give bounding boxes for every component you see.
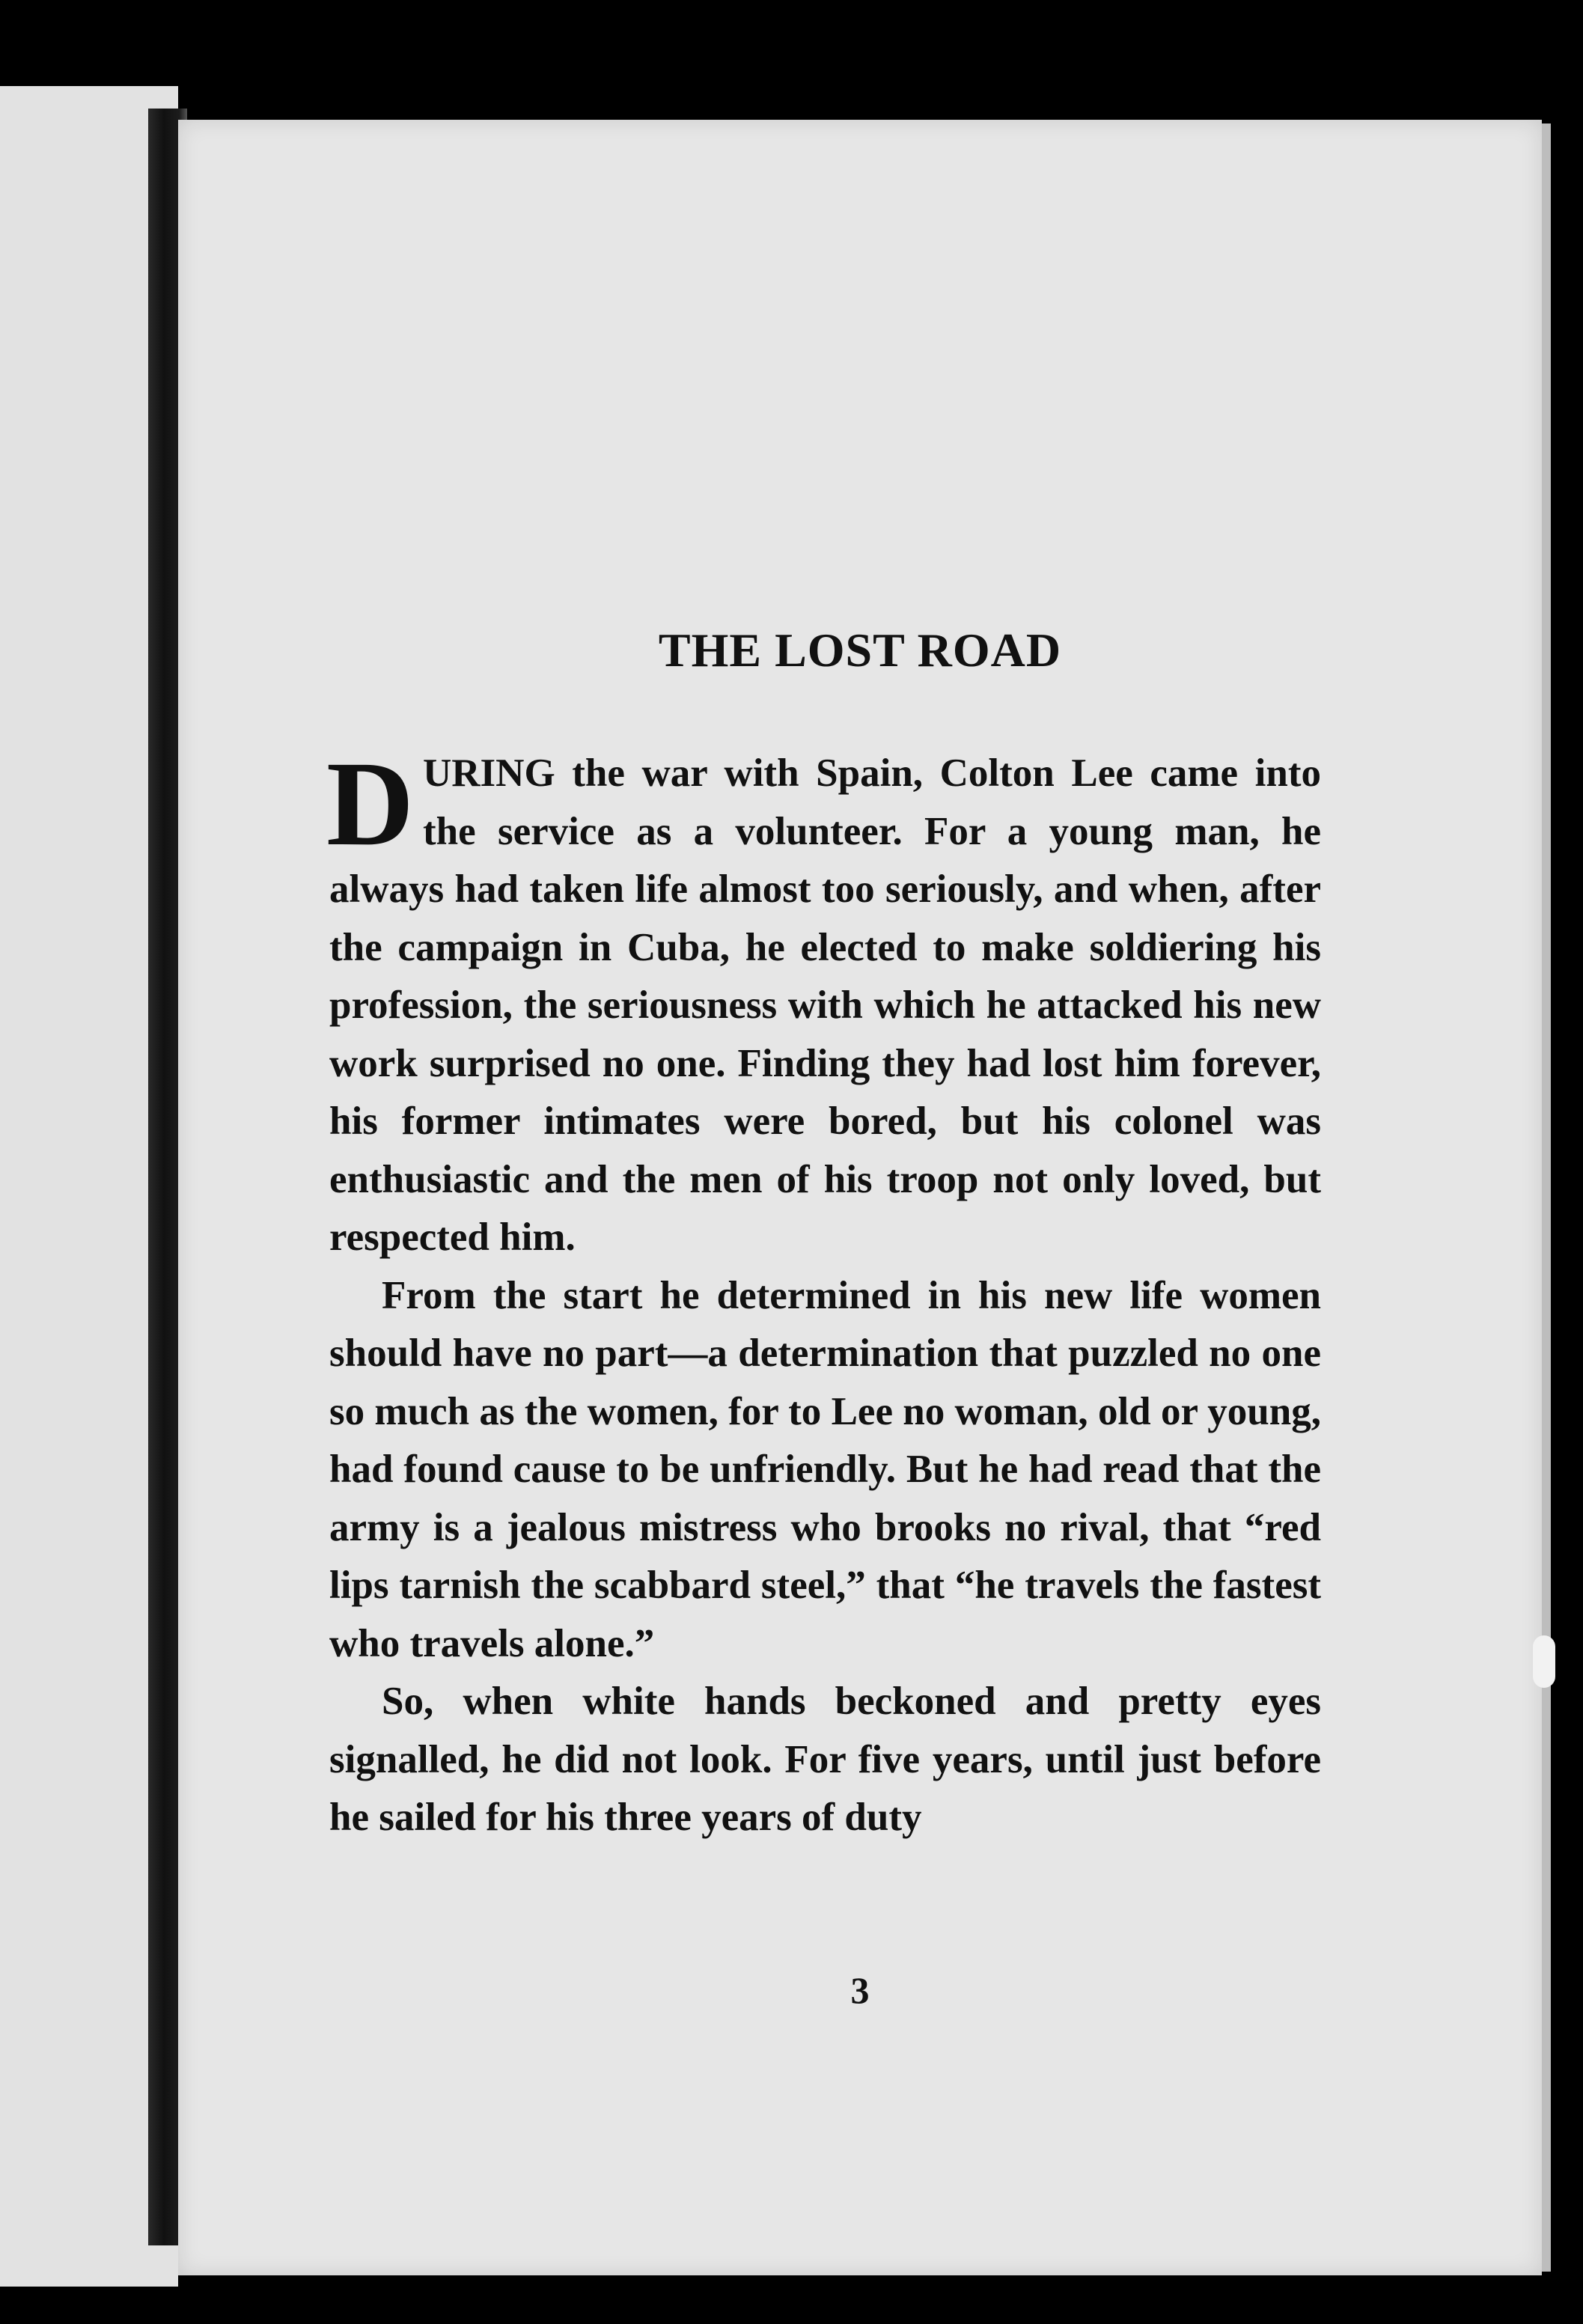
page-number: 3 <box>850 1969 870 2011</box>
paragraph-1 <box>326 737 1321 1267</box>
body-text <box>326 737 1321 1847</box>
page-notch <box>1533 1635 1555 1688</box>
paragraph-2: From the start he determined in his new life women should have no part—a determination that puzzled no one so much as the women, for to Lee no woman, old or young, had found cause to be unfriendly. But he had read that the army is a jealous mistress who brooks no rival, that “red lips tarnish the scabbard steel,” that “he travels the fastest who travels alone.” <box>329 1273 1321 1665</box>
page-edge <box>1542 123 1551 2272</box>
paragraph-3: So, when white hands beckoned and pretty eyes signalled, he did not look. For five years, until just before he sailed for his three years of duty <box>329 1680 1321 1839</box>
drop-cap: D <box>326 737 414 871</box>
chapter-title: THE LOST ROAD <box>658 623 1062 677</box>
paragraph-1-text: URING the war with Spain, Colton Lee came into the service as a volunteer. For a young man, he always had taken life almost too seriously, and when, after the campaign in Cuba, he elected to make soldiering his profession, the seriousness with which he attacked his new work surprised no one. Finding they had lost him forever, his former intimates were bored, but his colonel was enthusiastic and the men of his troop not only loved, but respected him. <box>329 751 1321 1259</box>
